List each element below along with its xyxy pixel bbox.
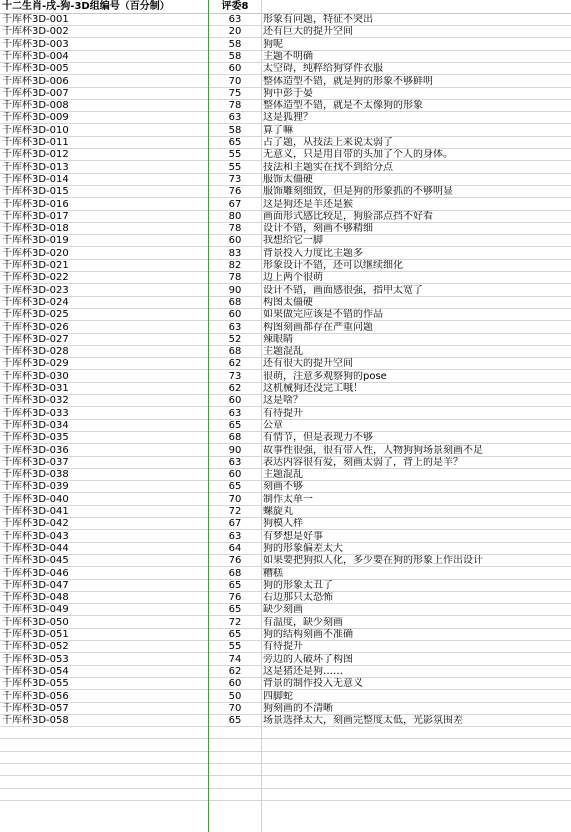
row-comment[interactable]: 狗的结构刻画不准确 <box>263 629 353 640</box>
row-comment[interactable]: 算了嘛 <box>263 124 293 136</box>
row-id[interactable]: 千库杯3D-005 <box>2 63 69 75</box>
row-score[interactable]: 75 <box>228 87 242 99</box>
row-id[interactable]: 千库杯3D-047 <box>2 579 69 591</box>
row-comment[interactable]: 缺少刻画 <box>263 604 303 616</box>
row-comment[interactable]: 这机械狗还没完工哦！ <box>263 383 363 394</box>
row-score[interactable]: 62 <box>228 358 242 370</box>
row-id[interactable]: 千库杯3D-051 <box>2 629 69 640</box>
row-id[interactable]: 千库杯3D-022 <box>2 272 69 284</box>
row-id[interactable]: 千库杯3D-036 <box>2 444 69 456</box>
row-score[interactable]: 65 <box>228 419 242 431</box>
row-comment[interactable]: 故事性很强，很有带入性，人物狗狗场景刻画不足 <box>263 444 483 456</box>
row-id[interactable]: 千库杯3D-049 <box>2 604 69 616</box>
row-id[interactable]: 千库杯3D-046 <box>2 567 69 579</box>
row-comment[interactable]: 场景选择太大，刻画完整度太低，光影氛围差 <box>263 715 463 727</box>
table-row <box>0 629 571 641</box>
row-id[interactable]: 千库杯3D-048 <box>2 592 69 604</box>
row-score[interactable]: 63 <box>228 14 242 25</box>
row-id[interactable]: 千库杯3D-003 <box>2 38 69 50</box>
row-id[interactable]: 千库杯3D-038 <box>2 469 69 481</box>
row-comment[interactable]: 占了题，从技法上来说太弱了 <box>263 137 393 148</box>
table-row <box>0 248 571 260</box>
table-row <box>0 174 571 186</box>
row-comment[interactable]: 背景的制作投入无意义 <box>263 678 363 690</box>
table-row <box>0 494 571 506</box>
row-score[interactable]: 60 <box>228 395 242 407</box>
row-score[interactable]: 65 <box>228 629 242 640</box>
row-id[interactable]: 千库杯3D-040 <box>2 493 69 505</box>
row-score[interactable]: 74 <box>228 653 242 665</box>
row-score[interactable]: 65 <box>228 481 242 493</box>
row-comment[interactable]: 整体造型不错，就是狗的形象不够鲜明 <box>263 75 433 87</box>
row-comment[interactable]: 还有巨大的提升空间 <box>263 26 353 38</box>
row-score[interactable]: 60 <box>228 469 242 481</box>
row-id[interactable]: 千库杯3D-016 <box>2 198 69 210</box>
row-score[interactable]: 73 <box>228 370 242 382</box>
table-row <box>0 703 571 715</box>
table-row <box>0 272 571 284</box>
table-row <box>0 39 571 51</box>
row-score[interactable]: 60 <box>228 235 242 247</box>
row-score[interactable]: 80 <box>228 210 242 222</box>
row-id[interactable]: 千库杯3D-035 <box>2 432 69 444</box>
table-row <box>0 445 571 457</box>
header-comment[interactable] <box>263 0 571 13</box>
row-score[interactable]: 83 <box>228 247 242 259</box>
empty-row[interactable] <box>0 752 571 764</box>
row-score[interactable]: 70 <box>228 702 242 714</box>
row-id[interactable]: 千库杯3D-054 <box>2 665 69 677</box>
row-score[interactable]: 90 <box>228 444 242 456</box>
table-row <box>0 309 571 321</box>
column-divider-score <box>261 0 262 832</box>
row-id[interactable]: 千库杯3D-025 <box>2 309 69 321</box>
row-comment[interactable]: 狗呢 <box>263 38 283 50</box>
row-comment[interactable]: 有温度，缺少刻画 <box>263 616 343 628</box>
row-id[interactable]: 千库杯3D-027 <box>2 333 69 345</box>
row-comment[interactable]: 画面形式感比较足，狗脸部点挡不好看 <box>263 210 433 222</box>
row-comment[interactable]: 辣眼睛 <box>263 333 293 345</box>
row-comment[interactable]: 设计不错，画面感很强，指甲太宽了 <box>263 284 423 296</box>
row-id[interactable]: 千库杯3D-041 <box>2 506 69 517</box>
row-comment[interactable]: 有待提升 <box>263 407 303 419</box>
table-row <box>0 666 571 678</box>
row-id[interactable]: 千库杯3D-028 <box>2 346 69 358</box>
table-row <box>0 395 571 407</box>
row-comment[interactable]: 服饰雕刻细致，但是狗的形象抓的不够明显 <box>263 186 453 198</box>
row-id[interactable]: 千库杯3D-033 <box>2 407 69 419</box>
table-row <box>0 691 571 703</box>
table-row <box>0 432 571 444</box>
row-score[interactable]: 58 <box>228 50 242 62</box>
row-comment[interactable]: 狗的形象偏差太大 <box>263 542 343 554</box>
row-id[interactable]: 千库杯3D-021 <box>2 260 69 271</box>
row-id[interactable]: 千库杯3D-008 <box>2 100 69 112</box>
row-score[interactable]: 90 <box>228 284 242 296</box>
table-row <box>0 420 571 432</box>
row-score[interactable]: 55 <box>228 149 242 161</box>
row-id[interactable]: 千库杯3D-026 <box>2 321 69 333</box>
row-score[interactable]: 63 <box>228 407 242 419</box>
row-id[interactable]: 千库杯3D-015 <box>2 186 69 198</box>
row-score[interactable]: 82 <box>228 260 242 271</box>
table-row <box>0 346 571 358</box>
table-row <box>0 604 571 616</box>
row-score[interactable]: 58 <box>228 124 242 136</box>
row-id[interactable]: 千库杯3D-020 <box>2 247 69 259</box>
table-row <box>0 100 571 112</box>
row-id[interactable]: 千库杯3D-019 <box>2 235 69 247</box>
row-score[interactable]: 68 <box>228 296 242 308</box>
row-comment[interactable]: 我想给它一脚 <box>263 235 323 247</box>
row-score[interactable]: 67 <box>228 518 242 530</box>
row-id[interactable]: 千库杯3D-018 <box>2 223 69 235</box>
row-score[interactable]: 78 <box>228 223 242 235</box>
row-comment[interactable]: 螺旋丸 <box>263 506 293 517</box>
row-id[interactable]: 千库杯3D-001 <box>2 14 69 25</box>
row-comment[interactable]: 还有很大的提升空间 <box>263 358 353 370</box>
row-comment[interactable]: 这是猪还是狗…… <box>263 665 343 677</box>
row-score[interactable]: 68 <box>228 346 242 358</box>
row-comment[interactable]: 主题不明确 <box>263 50 313 62</box>
row-comment[interactable]: 右边那只太恐怖 <box>263 592 333 604</box>
row-comment[interactable]: 设计不错，刻画不够精细 <box>263 223 373 235</box>
row-comment[interactable]: 这是狐狸？ <box>263 112 313 124</box>
row-id[interactable]: 千库杯3D-031 <box>2 383 69 394</box>
row-score[interactable]: 76 <box>228 592 242 604</box>
row-comment[interactable]: 有情节，但是表现力不够 <box>263 432 373 444</box>
empty-row[interactable] <box>0 777 571 789</box>
table-row <box>0 63 571 75</box>
row-id[interactable]: 千库杯3D-012 <box>2 149 69 161</box>
row-comment[interactable]: 狗的形象太丑了 <box>263 579 333 591</box>
row-comment[interactable]: 四脚蛇 <box>263 690 293 702</box>
row-score[interactable]: 62 <box>228 665 242 677</box>
table-row <box>0 211 571 223</box>
row-id[interactable]: 千库杯3D-017 <box>2 210 69 222</box>
row-score[interactable]: 63 <box>228 112 242 124</box>
empty-row[interactable] <box>0 764 571 776</box>
table-row <box>0 137 571 149</box>
table-row <box>0 617 571 629</box>
row-comment[interactable]: 公章 <box>263 419 283 431</box>
row-score[interactable]: 78 <box>228 272 242 284</box>
table-row <box>0 125 571 137</box>
row-id[interactable]: 千库杯3D-034 <box>2 419 69 431</box>
table-row <box>0 641 571 653</box>
row-score[interactable]: 60 <box>228 63 242 75</box>
row-id[interactable]: 千库杯3D-009 <box>2 112 69 124</box>
row-comment[interactable]: 形象有问题，特征不突出 <box>263 14 373 25</box>
row-score[interactable]: 70 <box>228 75 242 87</box>
row-id[interactable]: 千库杯3D-037 <box>2 456 69 468</box>
row-comment[interactable]: 这是啥？ <box>263 395 303 407</box>
table-row <box>0 186 571 198</box>
table-row <box>0 715 571 727</box>
row-comment[interactable]: 整体造型不错，就是不太像狗的形象 <box>263 100 423 112</box>
row-comment[interactable]: 制作太单一 <box>263 493 313 505</box>
row-id[interactable]: 千库杯3D-053 <box>2 653 69 665</box>
table-row <box>0 285 571 297</box>
empty-row[interactable] <box>0 740 571 752</box>
table-row <box>0 334 571 346</box>
row-comment[interactable]: 表达内容很有爱，刻画太弱了，背上的是羊？ <box>263 456 463 468</box>
row-score[interactable]: 64 <box>228 542 242 554</box>
table-row <box>0 531 571 543</box>
row-score[interactable]: 60 <box>228 309 242 321</box>
table-row <box>0 469 571 481</box>
row-comment[interactable]: 服饰太僵硬 <box>263 173 313 185</box>
table-row <box>0 518 571 530</box>
row-id[interactable]: 千库杯3D-042 <box>2 518 69 530</box>
table-row <box>0 260 571 272</box>
empty-row[interactable] <box>0 727 571 739</box>
table-row <box>0 383 571 395</box>
row-comment[interactable]: 形象设计不错，还可以继续细化 <box>263 260 403 271</box>
row-id[interactable]: 千库杯3D-058 <box>2 715 69 727</box>
row-id[interactable]: 千库杯3D-002 <box>2 26 69 38</box>
table-row <box>0 51 571 63</box>
row-id[interactable]: 千库杯3D-044 <box>2 542 69 554</box>
row-comment[interactable]: 无意义，只是用自带的头加了个人的身体。 <box>263 149 453 161</box>
table-row <box>0 654 571 666</box>
row-id[interactable]: 千库杯3D-004 <box>2 50 69 62</box>
empty-row[interactable] <box>0 789 571 801</box>
row-id[interactable]: 千库杯3D-052 <box>2 641 69 653</box>
row-score[interactable]: 70 <box>228 493 242 505</box>
table-row <box>0 580 571 592</box>
row-comment[interactable]: 狗中彭于晏 <box>263 87 313 99</box>
row-score[interactable]: 68 <box>228 432 242 444</box>
row-id[interactable]: 千库杯3D-011 <box>2 137 69 148</box>
table-row <box>0 112 571 124</box>
table-row <box>0 88 571 100</box>
row-id[interactable]: 千库杯3D-039 <box>2 481 69 493</box>
table-row <box>0 199 571 211</box>
row-score[interactable]: 68 <box>228 567 242 579</box>
row-score[interactable]: 60 <box>228 678 242 690</box>
row-comment[interactable]: 构图太僵硬 <box>263 296 313 308</box>
row-score[interactable]: 72 <box>228 616 242 628</box>
row-score[interactable]: 55 <box>228 641 242 653</box>
row-id[interactable]: 千库杯3D-055 <box>2 678 69 690</box>
row-id[interactable]: 千库杯3D-050 <box>2 616 69 628</box>
table-row <box>0 223 571 235</box>
row-score[interactable]: 58 <box>228 38 242 50</box>
table-row <box>0 358 571 370</box>
table-row <box>0 26 571 38</box>
row-id[interactable]: 千库杯3D-043 <box>2 530 69 542</box>
table-row <box>0 162 571 174</box>
table-row <box>0 457 571 469</box>
table-row <box>0 322 571 334</box>
row-score[interactable]: 63 <box>228 530 242 542</box>
row-id[interactable]: 千库杯3D-029 <box>2 358 69 370</box>
row-comment[interactable]: 构图刻画都存在严重问题 <box>263 321 373 333</box>
row-comment[interactable]: 糟糕 <box>263 567 283 579</box>
header-row <box>0 0 571 14</box>
row-comment[interactable]: 很萌，注意多观察狗的pose <box>263 370 387 382</box>
table-row <box>0 149 571 161</box>
row-score[interactable]: 65 <box>228 579 242 591</box>
row-comment[interactable]: 主题混乱 <box>263 469 303 481</box>
table-row <box>0 592 571 604</box>
row-score[interactable]: 72 <box>228 506 242 517</box>
table-row <box>0 371 571 383</box>
row-id[interactable]: 千库杯3D-024 <box>2 296 69 308</box>
row-score[interactable]: 52 <box>228 333 242 345</box>
row-comment[interactable]: 这是狗还是羊还是猴 <box>263 198 353 210</box>
row-score[interactable]: 65 <box>228 137 242 148</box>
row-score[interactable]: 76 <box>228 186 242 198</box>
table-row <box>0 235 571 247</box>
row-score[interactable]: 62 <box>228 383 242 394</box>
row-score[interactable]: 55 <box>228 161 242 173</box>
row-score[interactable]: 20 <box>228 26 242 38</box>
row-id[interactable]: 千库杯3D-030 <box>2 370 69 382</box>
row-id[interactable]: 千库杯3D-013 <box>2 161 69 173</box>
row-id[interactable]: 千库杯3D-045 <box>2 555 69 567</box>
row-comment[interactable]: 主题混乱 <box>263 346 303 358</box>
row-score[interactable]: 73 <box>228 173 242 185</box>
row-comment[interactable]: 有梦想是好事 <box>263 530 323 542</box>
row-id[interactable]: 千库杯3D-010 <box>2 124 69 136</box>
row-score[interactable]: 67 <box>228 198 242 210</box>
row-score[interactable]: 50 <box>228 690 242 702</box>
row-comment[interactable]: 边上两个很萌 <box>263 272 323 284</box>
row-comment[interactable]: 如果要把狗拟人化，多少要在狗的形象上作出设计 <box>263 555 483 567</box>
row-comment[interactable]: 有待提升 <box>263 641 303 653</box>
table-row <box>0 408 571 420</box>
row-id[interactable]: 千库杯3D-007 <box>2 87 69 99</box>
row-comment[interactable]: 技法和主题实在找不到给分点 <box>263 161 393 173</box>
row-score[interactable]: 65 <box>228 715 242 727</box>
column-divider-id <box>208 0 209 832</box>
header-id[interactable]: 十二生肖-戌-狗-3D组编号（百分制） <box>2 1 170 12</box>
header-score[interactable]: 评委8 <box>221 1 249 12</box>
row-comment[interactable]: 狗模人样 <box>263 518 303 530</box>
row-comment[interactable]: 刻画不够 <box>263 481 303 493</box>
table-row <box>0 568 571 580</box>
table-row <box>0 76 571 88</box>
row-score[interactable]: 63 <box>228 456 242 468</box>
table-row <box>0 543 571 555</box>
row-id[interactable]: 千库杯3D-006 <box>2 75 69 87</box>
table-row <box>0 481 571 493</box>
row-id[interactable]: 千库杯3D-023 <box>2 284 69 296</box>
table-row <box>0 297 571 309</box>
table-row <box>0 14 571 26</box>
row-comment[interactable]: 如果做完应该是不错的作品 <box>263 309 383 321</box>
row-comment[interactable]: 背景投入力度比主题多 <box>263 247 363 259</box>
row-id[interactable]: 千库杯3D-014 <box>2 173 69 185</box>
row-comment[interactable]: 狗刻画的不清晰 <box>263 702 333 714</box>
row-id[interactable]: 千库杯3D-032 <box>2 395 69 407</box>
row-id[interactable]: 千库杯3D-057 <box>2 702 69 714</box>
row-score[interactable]: 76 <box>228 555 242 567</box>
row-comment[interactable]: 旁边的人破坏了构图 <box>263 653 353 665</box>
row-id[interactable]: 千库杯3D-056 <box>2 690 69 702</box>
table-row <box>0 678 571 690</box>
row-score[interactable]: 65 <box>228 604 242 616</box>
row-comment[interactable]: 太空碍，纯粹给狗穿件衣服 <box>263 63 383 75</box>
table-row <box>0 555 571 567</box>
row-score[interactable]: 63 <box>228 321 242 333</box>
row-score[interactable]: 78 <box>228 100 242 112</box>
table-row <box>0 506 571 518</box>
